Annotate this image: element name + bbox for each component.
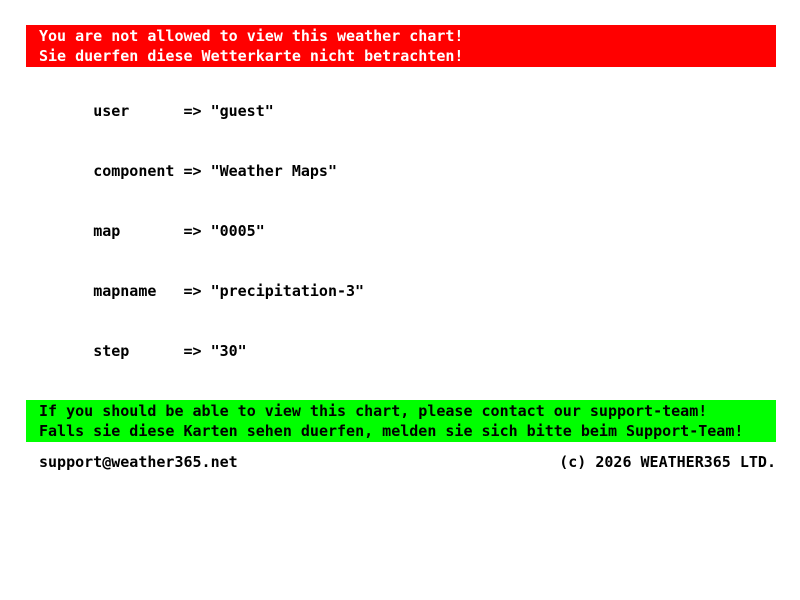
arrow-separator: => [183,162,202,180]
support-info-line-en: If you should be able to view this chart, please contact our support-team! [39,402,708,420]
request-detail-row-map [39,201,800,261]
param-value: "Weather Maps" [210,162,337,180]
param-key: step [93,342,130,360]
support-email: support@weather365.net [39,453,238,471]
param-key: component [93,162,175,180]
footer [39,452,776,472]
request-detail-row-user [39,81,800,141]
param-key: user [93,102,130,120]
support-info-line-de: Falls sie diese Karten sehen duerfen, melden sie sich bitte beim Support-Team! [39,422,744,440]
param-value: "precipitation-3" [210,282,365,300]
param-value: "30" [210,342,247,360]
arrow-separator: => [183,102,202,120]
request-detail-row-step [39,321,800,381]
request-detail-row-component [39,141,800,201]
arrow-separator: => [183,282,202,300]
param-key: mapname [93,282,157,300]
copyright-notice: (c) 2026 WEATHER365 LTD. [559,453,776,471]
arrow-separator: => [183,222,202,240]
param-key: map [93,222,121,240]
arrow-separator: => [183,342,202,360]
access-denied-line-de: Sie duerfen diese Wetterkarte nicht betrachten! [39,47,464,65]
support-info-banner [26,400,776,442]
request-detail-row-mapname [39,261,800,321]
param-value: "guest" [210,102,274,120]
access-denied-line-en: You are not allowed to view this weather chart! [39,27,464,45]
access-denied-banner [26,25,776,67]
request-details [39,81,800,381]
param-value: "0005" [210,222,265,240]
